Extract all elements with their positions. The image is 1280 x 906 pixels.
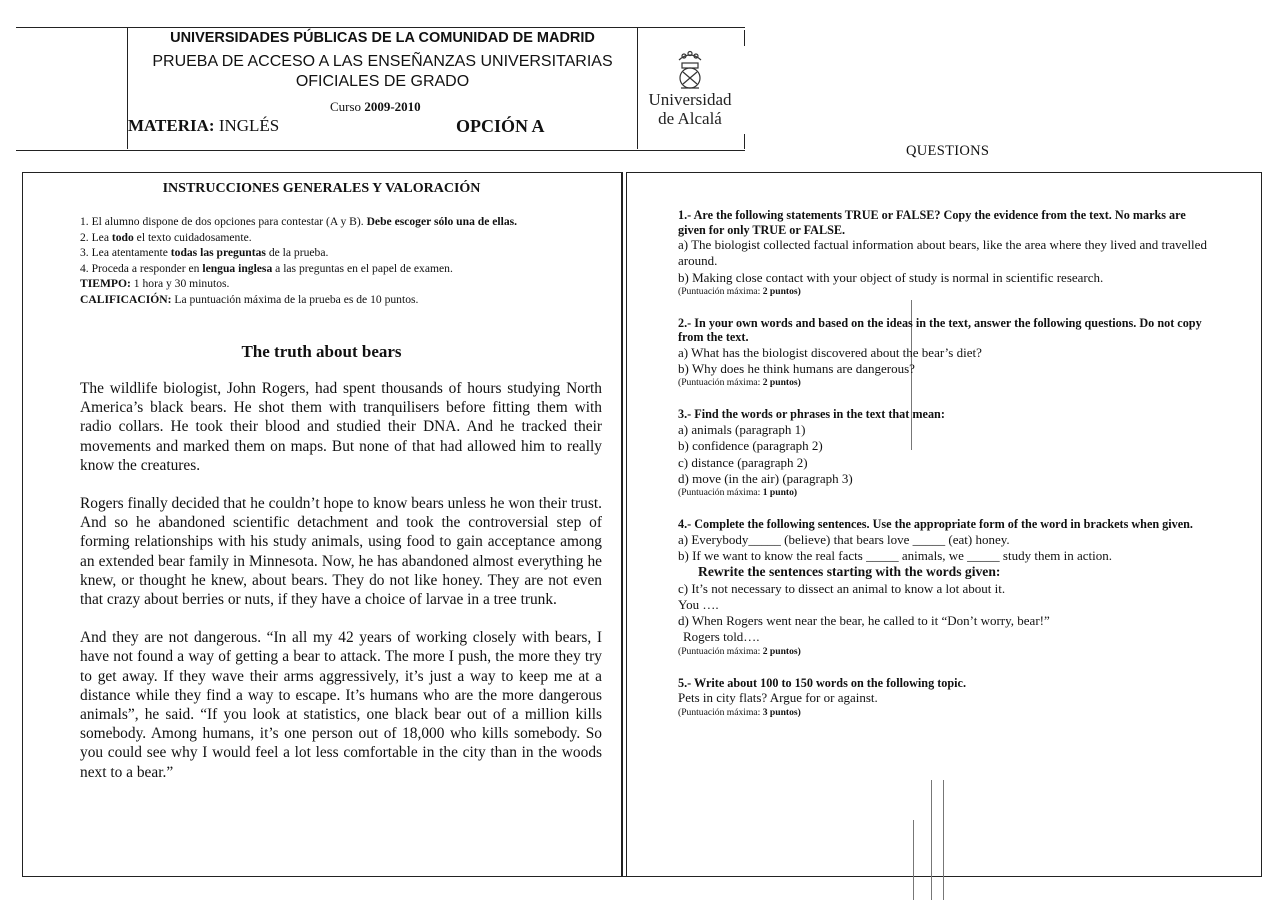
question-2 (678, 316, 1213, 390)
scan-mark (913, 820, 914, 900)
question-line: b) Making close contact with your object of study is normal in scientific research. (678, 269, 1104, 285)
instruction-item: 2. Lea todo el texto cuidadosamente. (80, 230, 252, 244)
question-score: (Puntuación máxima: 3 puntos) (678, 706, 801, 718)
question-line: b) confidence (paragraph 2) (678, 438, 823, 454)
logo-line-2: de Alcalá (658, 109, 722, 128)
course-value: 2009-2010 (364, 99, 421, 114)
question-line: a) What has the biologist discovered about the bear’s diet? (678, 344, 982, 360)
question-5 (678, 676, 1213, 719)
question-score: (Puntuación máxima: 2 puntos) (678, 285, 801, 297)
question-line: a) animals (paragraph 1) (678, 421, 806, 437)
subject (128, 116, 279, 136)
university-logo (640, 50, 740, 128)
exam-title-line-2: OFICIALES DE GRADO (295, 73, 470, 90)
bottom-rule (22, 876, 1262, 877)
question-line: You …. (678, 596, 719, 612)
instruction-item: 3. Lea atentamente todas las preguntas de la prueba. (80, 246, 329, 260)
question-line: d) When Rogers went near the bear, he called to it “Don’t worry, bear!” (678, 613, 1050, 629)
instruction-item: CALIFICACIÓN: La puntuación máxima de la prueba es de 10 puntos. (80, 292, 419, 306)
article-paragraph: The wildlife biologist, John Rogers, had spent thousands of hours studying North America’s black bears. He shot them with tranquilisers before fitting them with radio collars. He took their blood and studied their DNA. And he tracked their movements and marked them on maps. But none of that had allowed him to really know the creatures. (80, 380, 602, 474)
panel-divider (621, 172, 627, 877)
question-line: Rogers told…. (683, 629, 760, 645)
question-heading: 5.- Write about 100 to 150 words on the following topic. (678, 675, 966, 690)
question-line: a) Everybody_____ (believe) that bears love _____ (eat) honey. (678, 531, 1010, 547)
question-line: c) distance (paragraph 2) (678, 454, 808, 470)
header-divider (637, 27, 638, 149)
scan-mark (943, 780, 944, 900)
university-title: UNIVERSIDADES PÚBLICAS DE LA COMUNIDAD DE MADRID (170, 30, 595, 46)
scan-mark (931, 780, 932, 900)
question-1 (678, 208, 1213, 298)
course-year (330, 99, 421, 115)
header-edge (744, 30, 745, 46)
question-score: (Puntuación máxima: 2 puntos) (678, 377, 801, 389)
instruction-item: 4. Proceda a responder en lengua inglesa a las preguntas en el papel de examen. (80, 261, 453, 275)
logo-line-1: Universidad (648, 90, 732, 109)
questions-label: QUESTIONS (906, 143, 990, 159)
article-title: The truth about bears (241, 342, 402, 361)
subject-label: MATERIA: (128, 116, 215, 135)
article-paragraph: Rogers finally decided that he couldn’t hope to know bears unless he won their trust. And so he abandoned scientific detachment and took the controversial step of forming relationships with his study animals, using food to gain acceptance among an extended bear family in Minnesota. Now, he has abandoned almost everything he knew, or thought he knew, about bears. They do not like honey. They are not even that crazy about berries or nuts, if they have a choice of larvae in a tree trunk. (80, 495, 602, 609)
question-line: c) It’s not necessary to dissect an animal to know a lot about it. (678, 580, 1006, 596)
header-edge (744, 134, 745, 149)
question-4 (678, 517, 1213, 658)
instructions-title: INSTRUCCIONES GENERALES Y VALORACIÓN (162, 181, 481, 196)
exam-option: OPCIÓN A (456, 116, 545, 136)
instruction-item: TIEMPO: 1 hora y 30 minutos. (80, 277, 230, 291)
question-heading: 3.- Find the words or phrases in the text that mean: (678, 407, 945, 422)
question-heading: 1.- Are the following statements TRUE or FALSE? Copy the evidence from the text. No marks are given for only TRUE or FALSE. (678, 208, 1186, 237)
instruction-item: 1. El alumno dispone de dos opciones para contestar (A y B). Debe escoger sólo una de ellas. (80, 215, 518, 228)
question-score: (Puntuación máxima: 1 punto) (678, 487, 798, 499)
question-line: b) If we want to know the real facts _____ animals, we _____ study them in action. (678, 547, 1112, 563)
university-crest-icon (673, 50, 707, 90)
question-3 (678, 407, 1213, 499)
article-body (80, 379, 602, 801)
question-line: Pets in city flats? Argue for or against. (678, 690, 878, 706)
question-line: d) move (in the air) (paragraph 3) (678, 470, 853, 486)
article-paragraph: And they are not dangerous. “In all my 42 years of working closely with bears, I have not found a way of getting a bear to attack. The more I push, the more they try to get away. If they wave their arms aggressively, it’s just a way to keep me at a distance while they find a way to escape. It’s humans who are the more dangerous animals”, he said. “If you look at statistics, one black bear out of a million kills somebody. Among humans, it’s one person out of 18,000 who kills somebody. So you could see why I would feel a lot less comfortable in the city than in the woods next to a bear.” (80, 629, 602, 781)
exam-title-line-1: PRUEBA DE ACCESO A LAS ENSEÑANZAS UNIVERSITARIAS (152, 53, 613, 70)
question-score: (Puntuación máxima: 2 puntos) (678, 645, 801, 657)
question-line: a) The biologist collected factual information about bears, like the area where they lived and travelled around. (678, 237, 1207, 269)
question-subheading: Rewrite the sentences starting with the words given: (698, 564, 1001, 580)
course-label: Curso (330, 99, 362, 114)
question-line: b) Why does he think humans are dangerous? (678, 361, 915, 377)
subject-value: INGLÉS (218, 116, 280, 135)
questions-list (678, 208, 1213, 737)
question-heading: 2.- In your own words and based on the ideas in the text, answer the following questions. Do not copy from the text. (678, 315, 1202, 345)
question-heading: 4.- Complete the following sentences. Use the appropriate form of the word in brackets when given. (678, 517, 1193, 532)
instructions-list (80, 214, 615, 308)
